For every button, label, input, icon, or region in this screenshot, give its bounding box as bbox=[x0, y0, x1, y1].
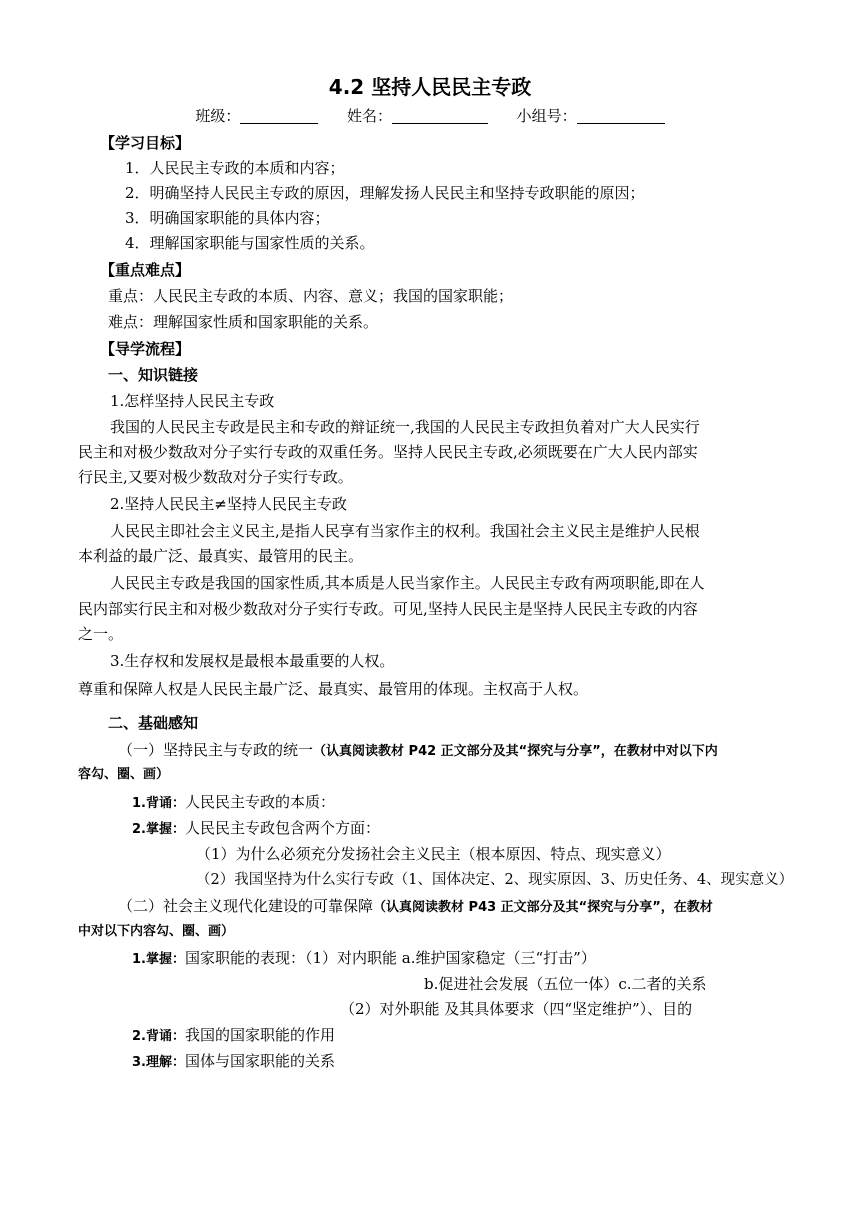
sub2-item-2 bbox=[132, 1023, 335, 1049]
key-heading: 【重点难点】 bbox=[100, 261, 191, 279]
s1-line: 行民主,又要对极少数敌对分子实行专政。 bbox=[78, 468, 353, 486]
s2-line: 人民民主即社会主义民主,是指人民享有当家作主的权利。我国社会主义民主是维护人民根 bbox=[110, 522, 700, 540]
sub2-item-3 bbox=[132, 1049, 335, 1075]
page-title: 4.2 坚持人民民主专政 bbox=[328, 75, 532, 99]
sub2-item-1 bbox=[132, 946, 596, 972]
student-info-row bbox=[0, 104, 860, 128]
item-label: 1.掌握： bbox=[132, 952, 185, 967]
item-text: 人民民主专政包含两个方面： bbox=[184, 819, 380, 837]
sub2-item-1b: b.促进社会发展（五位一体）c.二者的关系 bbox=[424, 975, 707, 993]
s2-title: 2.坚持人民民主≠坚持人民民主专政 bbox=[110, 495, 347, 513]
item-label: 2.掌握： bbox=[132, 822, 185, 837]
sub1-title: （一）坚持民主与专政的统一 bbox=[118, 741, 314, 759]
item-text: 人民民主专政的本质： bbox=[184, 793, 335, 811]
class-blank bbox=[240, 107, 318, 124]
goals-heading: 【学习目标】 bbox=[100, 134, 191, 152]
goal-item: 4．理解国家职能与国家性质的关系。 bbox=[125, 234, 375, 252]
key-focus: 重点：人民民主专政的本质、内容、意义；我国的国家职能； bbox=[108, 287, 514, 305]
flow-heading: 【导学流程】 bbox=[100, 340, 191, 358]
goal-item: 3．明确国家职能的具体内容； bbox=[125, 209, 330, 227]
group-blank bbox=[577, 107, 665, 124]
item-text: 我国的国家职能的作用 bbox=[184, 1026, 335, 1044]
name-label: 姓名： bbox=[346, 107, 392, 125]
s1-line: 民主和对极少数敌对分子实行专政的双重任务。坚持人民民主专政,必须既要在广大人民内部实 bbox=[78, 443, 698, 461]
goal-item: 1．人民民主专政的本质和内容； bbox=[125, 159, 345, 177]
s1-title: 1.怎样坚持人民民主专政 bbox=[110, 392, 275, 410]
s1-line: 我国的人民民主专政是民主和专政的辩证统一,我国的人民民主专政担负着对广大人民实行 bbox=[110, 418, 700, 436]
sub1-title-line bbox=[118, 738, 718, 764]
s3-title: 3.生存权和发展权是最根本最重要的人权。 bbox=[110, 652, 395, 670]
item-label: 1.背诵： bbox=[132, 796, 185, 811]
s2-line: 人民民主专政是我国的国家性质,其本质是人民当家作主。人民民主专政有两项职能,即在人 bbox=[110, 574, 705, 592]
sub1-note-cont: 容勾、圈、画） bbox=[78, 767, 170, 782]
name-blank bbox=[392, 107, 488, 124]
s3-line: 尊重和保障人权是人民民主最广泛、最真实、最管用的体现。主权高于人权。 bbox=[78, 680, 589, 698]
sub2-note-cont: 中对以下内容勾、圈、画） bbox=[78, 924, 235, 939]
sub2-item-1c: （2）对外职能 及其具体要求（四“坚定维护”）、目的 bbox=[340, 1000, 693, 1018]
item-label: 2.背诵： bbox=[132, 1029, 185, 1044]
sub2-note: （认真阅读教材 P43 正文部分及其“探究与分享”，在教材 bbox=[373, 900, 713, 915]
sub1-item-2b: （2）我国坚持为什么实行专政（1、国体决定、2、现实原因、3、历史任务、4、现实意义） bbox=[196, 872, 794, 888]
item-text: 国家职能的表现：（1）对内职能 a.维护国家稳定（三“打击”） bbox=[184, 949, 596, 967]
s2-line: 民内部实行民主和对极少数敌对分子实行专政。可见,坚持人民民主是坚持人民民主专政的内容 bbox=[78, 600, 698, 618]
s2-line: 之一。 bbox=[78, 625, 124, 643]
sub1-item-1 bbox=[132, 790, 335, 816]
goal-item: 2．明确坚持人民民主专政的原因，理解发扬人民民主和坚持专政职能的原因； bbox=[125, 184, 645, 202]
item-text: 国体与国家职能的关系 bbox=[184, 1052, 335, 1070]
sub1-item-2a: （1）为什么必须充分发扬社会主义民主（根本原因、特点、现实意义） bbox=[196, 845, 671, 863]
sub1-note: （认真阅读教材 P42 正文部分及其“探究与分享”，在教材中对以下内 bbox=[313, 744, 718, 759]
part1-heading: 一、知识链接 bbox=[108, 366, 199, 384]
s2-line: 本利益的最广泛、最真实、最管用的民主。 bbox=[78, 547, 364, 565]
part2-heading: 二、基础感知 bbox=[108, 714, 199, 732]
group-label: 小组号： bbox=[516, 107, 577, 125]
key-difficulty: 难点：理解国家性质和国家职能的关系。 bbox=[108, 313, 379, 331]
sub1-item-2 bbox=[132, 816, 380, 842]
class-label: 班级： bbox=[195, 107, 241, 125]
sub2-title: （二）社会主义现代化建设的可靠保障 bbox=[118, 897, 374, 915]
item-label: 3.理解： bbox=[132, 1055, 185, 1070]
sub2-title-line bbox=[118, 894, 713, 920]
